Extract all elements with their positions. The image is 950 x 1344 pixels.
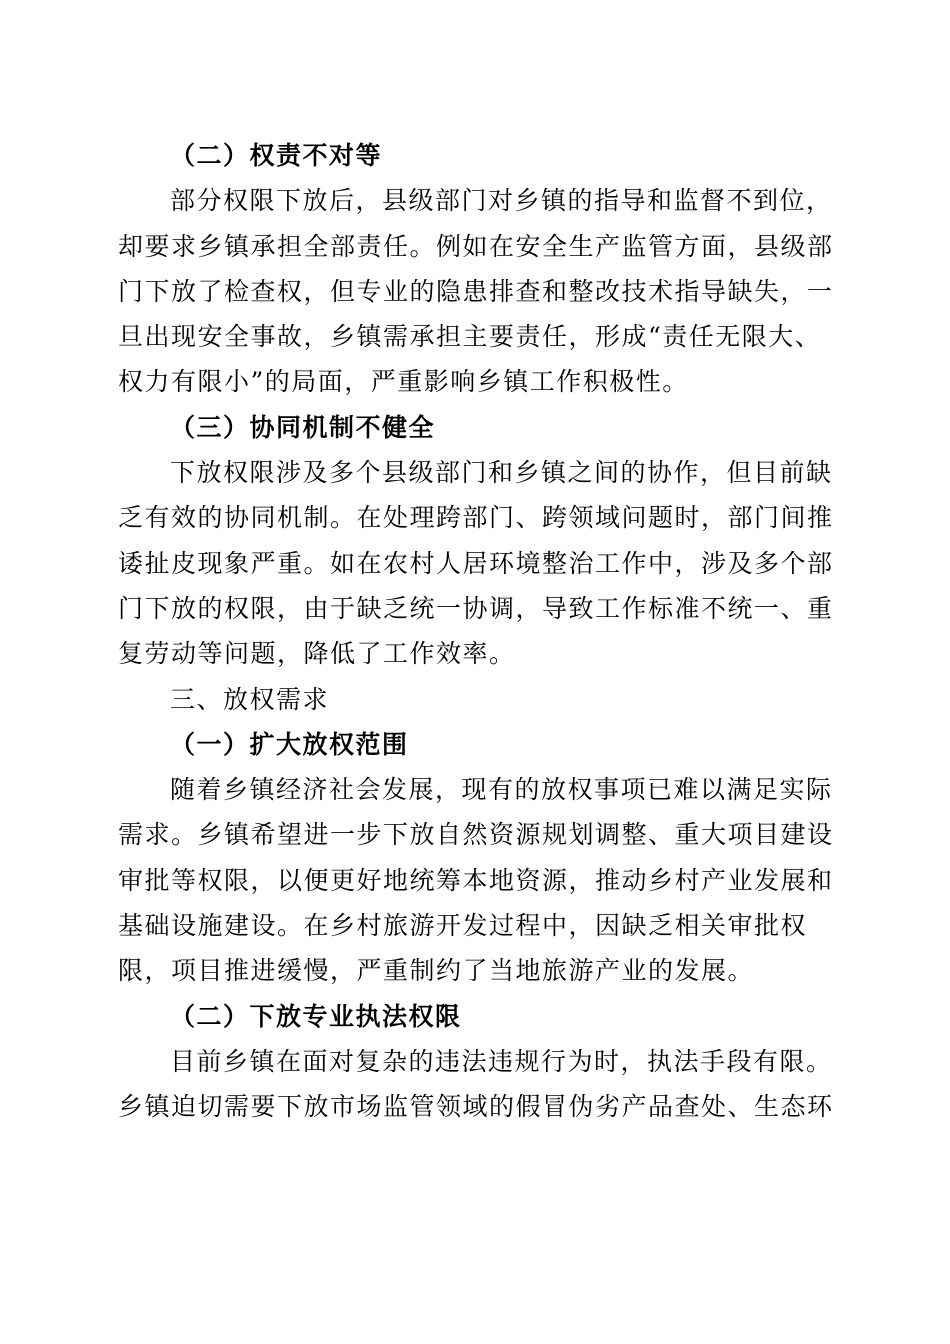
paragraph-line: 门下放了检查权，但专业的隐患排查和整改技术指导缺失，一 — [118, 276, 834, 306]
paragraph-line: 乏有效的协同机制。在处理跨部门、跨领域问题时，部门间推 — [118, 503, 834, 533]
paragraph-line: 目前乡镇在面对复杂的违法违规行为时，执法手段有限。 — [170, 1046, 833, 1076]
paragraph-line: 旦出现安全事故，乡镇需承担主要责任，形成“责任无限大、 — [118, 322, 822, 352]
paragraph-line: 部分权限下放后，县级部门对乡镇的指导和监督不到位， — [170, 186, 833, 216]
subheading-enforcement: （二）下放专业执法权限 — [170, 1001, 462, 1031]
paragraph-line: 却要求乡镇承担全部责任。例如在安全生产监管方面，县级部 — [118, 231, 834, 261]
document-body — [118, 133, 834, 1130]
paragraph-line: 诿扯皮现象严重。如在农村人居环境整治工作中，涉及多个部 — [118, 548, 834, 578]
subheading-expand-scope: （一）扩大放权范围 — [170, 729, 409, 759]
paragraph-line: 乡镇迫切需要下放市场监管领域的假冒伪劣产品查处、生态环 — [118, 1092, 834, 1122]
paragraph-line: 下放权限涉及多个县级部门和乡镇之间的协作，但目前缺 — [170, 458, 833, 488]
paragraph-line: 限，项目推进缓慢，严重制约了当地旅游产业的发展。 — [118, 956, 755, 986]
paragraph-line: 审批等权限，以便更好地统筹本地资源，推动乡村产业发展和 — [118, 865, 834, 895]
paragraph-line: 门下放的权限，由于缺乏统一协调，导致工作标准不统一、重 — [118, 593, 834, 623]
paragraph-line: 基础设施建设。在乡村旅游开发过程中，因缺乏相关审批权 — [118, 911, 808, 941]
section-heading: 三、放权需求 — [170, 684, 330, 714]
paragraph-line: 复劳动等问题，降低了工作效率。 — [118, 639, 516, 669]
paragraph-line: 随着乡镇经济社会发展，现有的放权事项已难以满足实际 — [170, 775, 833, 805]
subheading-power-responsibility: （二）权责不对等 — [170, 141, 383, 170]
paragraph-line: 权力有限小”的局面，严重影响乡镇工作积极性。 — [118, 367, 689, 397]
paragraph-line: 需求。乡镇希望进一步下放自然资源规划调整、重大项目建设 — [118, 820, 834, 850]
subheading-coordination: （三）协同机制不健全 — [170, 412, 436, 442]
